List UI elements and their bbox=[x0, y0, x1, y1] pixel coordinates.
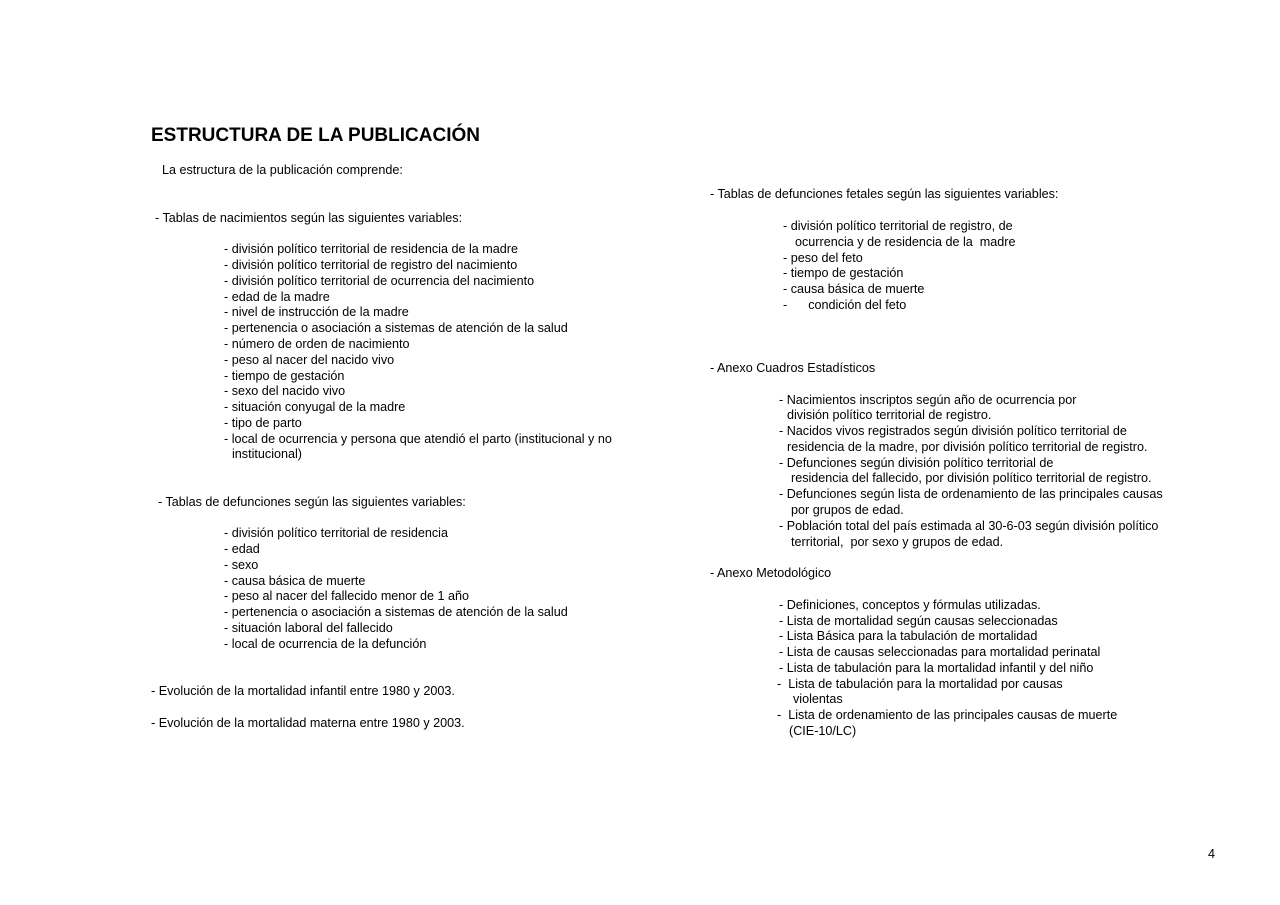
list-item: - Lista Básica para la tabulación de mortalidad bbox=[779, 629, 1038, 643]
list-item: - sexo del nacido vivo bbox=[224, 384, 346, 398]
list-item: - edad bbox=[224, 542, 260, 556]
list-item: - peso del feto bbox=[783, 251, 863, 265]
fetal-deaths-heading: - Tablas de defunciones fetales según las siguientes variables: bbox=[710, 187, 1059, 201]
list-item: - tipo de parto bbox=[224, 416, 302, 430]
list-item: - división político territorial de residencia bbox=[224, 526, 448, 540]
list-item: - Defunciones según lista de ordenamiento de las principales causas bbox=[779, 487, 1163, 501]
list-item: - Lista de mortalidad según causas seleccionadas bbox=[779, 614, 1058, 628]
deaths-heading: - Tablas de defunciones según las siguientes variables: bbox=[158, 495, 466, 509]
list-item: - situación conyugal de la madre bbox=[224, 400, 406, 414]
page-title: ESTRUCTURA DE LA PUBLICACIÓN bbox=[151, 125, 480, 146]
list-item: - división político territorial de ocurrencia del nacimiento bbox=[224, 274, 535, 288]
list-item: - Nacimientos inscriptos según año de ocurrencia por bbox=[779, 393, 1077, 407]
list-item-continuation: por grupos de edad. bbox=[791, 503, 904, 517]
list-item: - local de ocurrencia y persona que atendió el parto (institucional y no bbox=[224, 432, 612, 446]
list-item-continuation: (CIE-10/LC) bbox=[789, 724, 857, 738]
births-heading: - Tablas de nacimientos según las siguientes variables: bbox=[155, 211, 463, 225]
intro-text: La estructura de la publicación comprende: bbox=[162, 163, 403, 177]
list-item: - sexo bbox=[224, 558, 259, 572]
list-item: - Definiciones, conceptos y fórmulas utilizadas. bbox=[779, 598, 1041, 612]
list-item: - número de orden de nacimiento bbox=[224, 337, 410, 351]
list-item-continuation: territorial, por sexo y grupos de edad. bbox=[791, 535, 1004, 549]
list-item-continuation: institucional) bbox=[232, 447, 302, 461]
list-item-continuation: ocurrencia y de residencia de la madre bbox=[795, 235, 1016, 249]
list-item: - Lista de tabulación para la mortalidad infantil y del niño bbox=[779, 661, 1094, 675]
list-item: - situación laboral del fallecido bbox=[224, 621, 393, 635]
list-item: - Nacidos vivos registrados según división político territorial de bbox=[779, 424, 1127, 438]
list-item: - Lista de tabulación para la mortalidad por causas bbox=[777, 677, 1063, 691]
list-item: - nivel de instrucción de la madre bbox=[224, 305, 409, 319]
list-item: - división político territorial de registro, de bbox=[783, 219, 1013, 233]
list-item: - Lista de causas seleccionadas para mortalidad perinatal bbox=[779, 645, 1101, 659]
list-item: - Población total del país estimada al 30-6-03 según división político bbox=[779, 519, 1159, 533]
methodology-heading: - Anexo Metodológico bbox=[710, 566, 832, 580]
list-item-continuation: violentas bbox=[793, 692, 843, 706]
list-item: - causa básica de muerte bbox=[224, 574, 366, 588]
list-item-continuation: residencia del fallecido, por división político territorial de registro. bbox=[791, 471, 1152, 485]
list-item: - condición del feto bbox=[783, 298, 907, 312]
list-item: - causa básica de muerte bbox=[783, 282, 925, 296]
list-item: - pertenencia o asociación a sistemas de atención de la salud bbox=[224, 321, 568, 335]
maternal-mortality-item: - Evolución de la mortalidad materna entre 1980 y 2003. bbox=[151, 716, 465, 730]
list-item-continuation: residencia de la madre, por división político territorial de registro. bbox=[787, 440, 1148, 454]
list-item: - división político territorial de registro del nacimiento bbox=[224, 258, 518, 272]
page-number: 4 bbox=[1208, 847, 1216, 861]
infant-mortality-item: - Evolución de la mortalidad infantil entre 1980 y 2003. bbox=[151, 684, 455, 698]
list-item: - local de ocurrencia de la defunción bbox=[224, 637, 427, 651]
list-item: - peso al nacer del nacido vivo bbox=[224, 353, 395, 367]
stat-tables-heading: - Anexo Cuadros Estadísticos bbox=[710, 361, 876, 375]
list-item: - edad de la madre bbox=[224, 290, 330, 304]
list-item-continuation: división político territorial de registro. bbox=[787, 408, 992, 422]
list-item: - división político territorial de residencia de la madre bbox=[224, 242, 518, 256]
list-item: - tiempo de gestación bbox=[224, 369, 345, 383]
list-item: - peso al nacer del fallecido menor de 1 año bbox=[224, 589, 470, 603]
list-item: - tiempo de gestación bbox=[783, 266, 904, 280]
list-item: - Defunciones según división político territorial de bbox=[779, 456, 1054, 470]
list-item: - pertenencia o asociación a sistemas de atención de la salud bbox=[224, 605, 568, 619]
list-item: - Lista de ordenamiento de las principales causas de muerte bbox=[777, 708, 1118, 722]
